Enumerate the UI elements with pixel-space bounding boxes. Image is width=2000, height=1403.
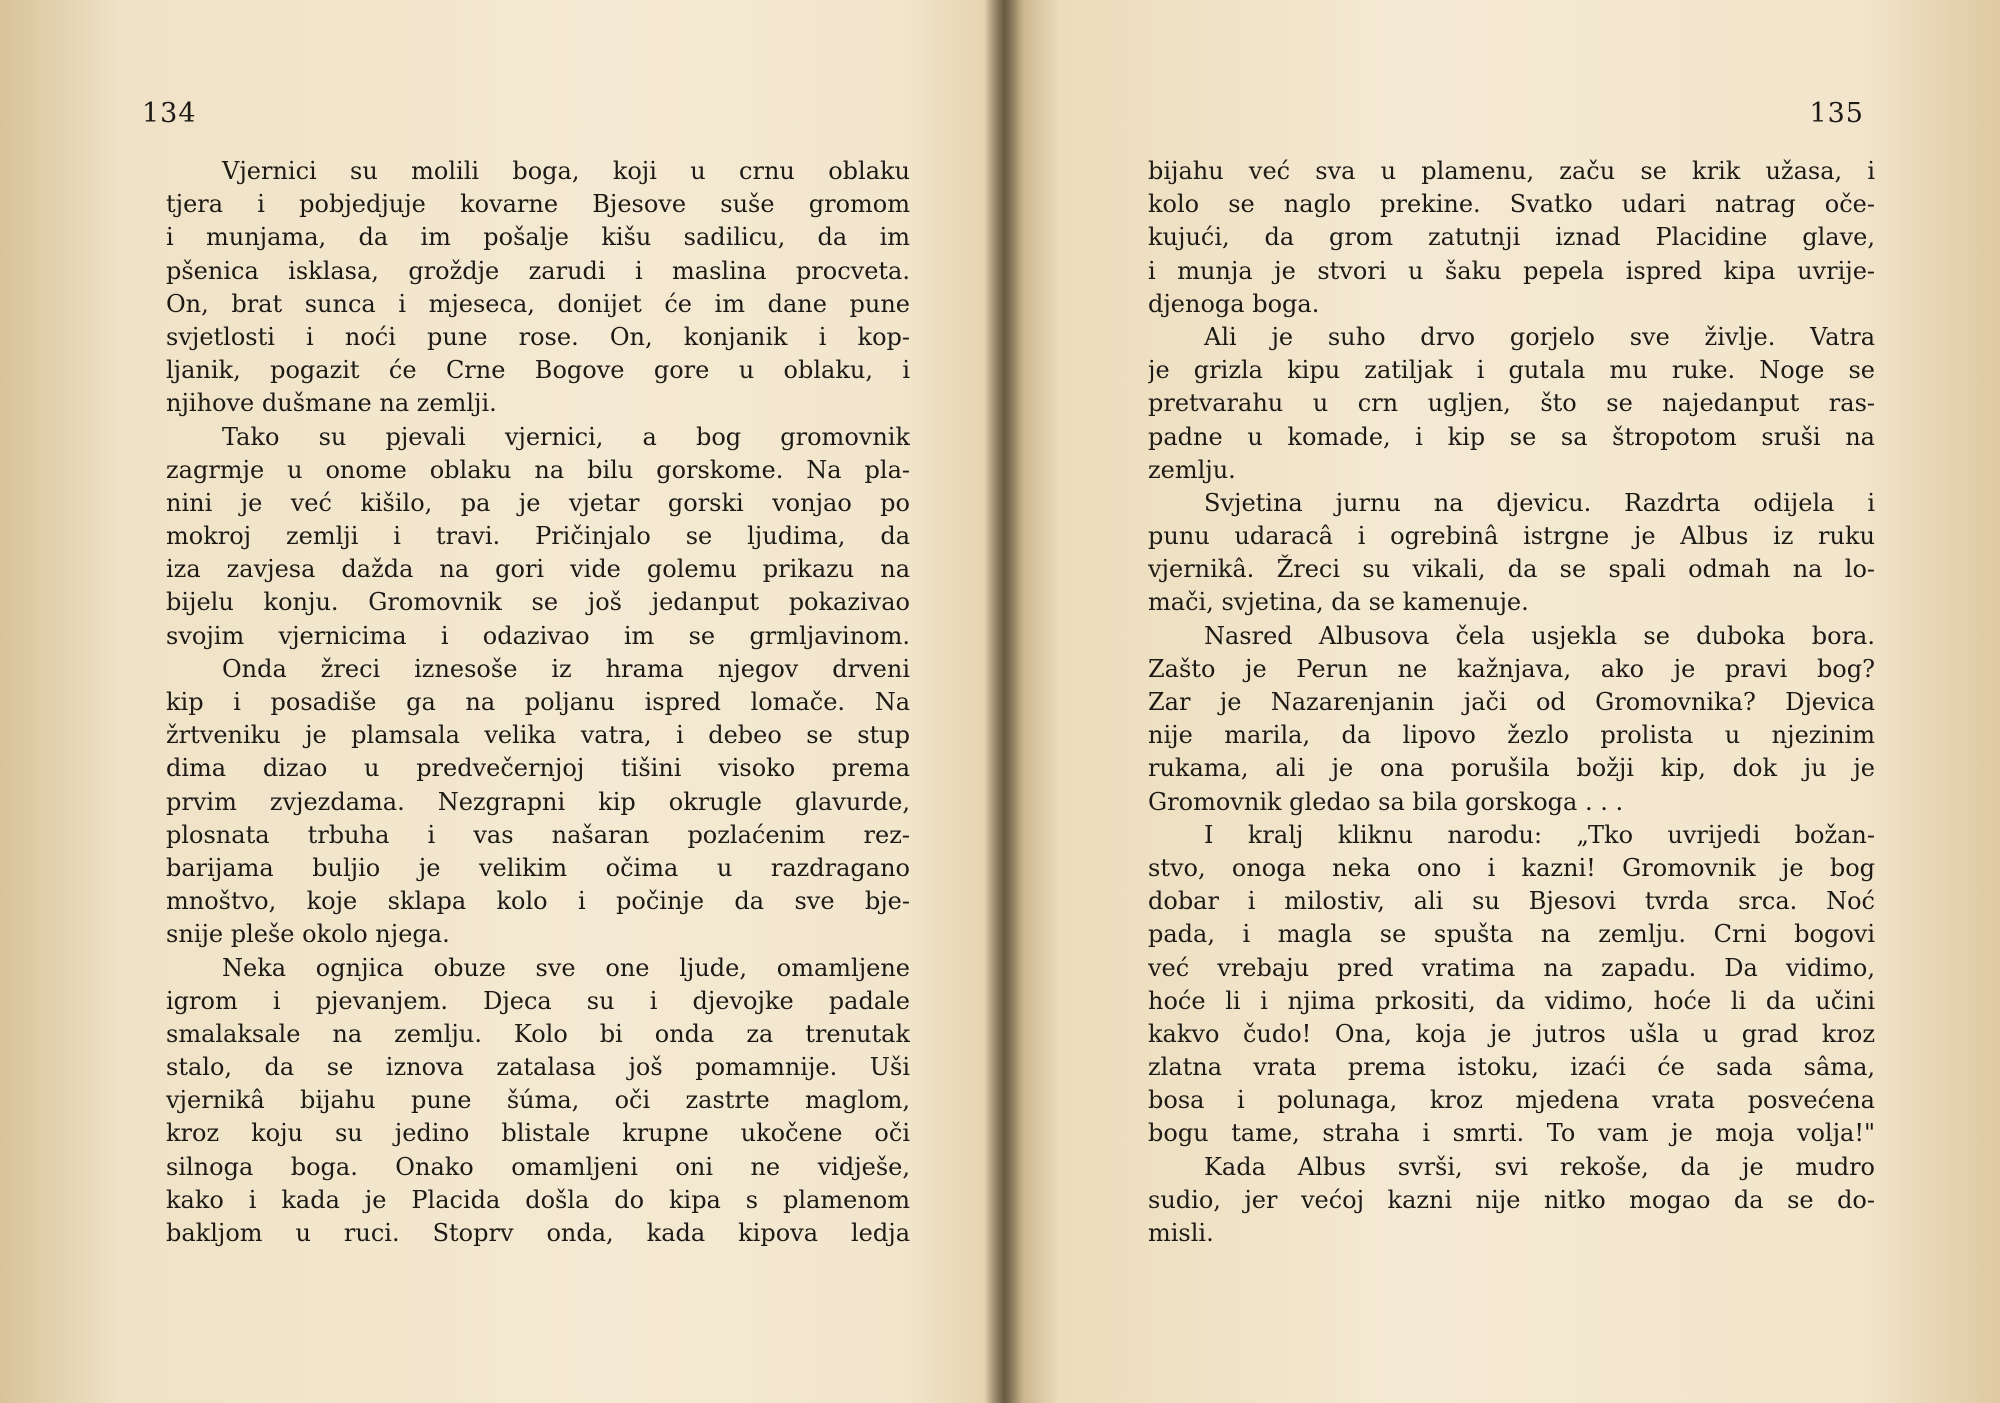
text-line: kroz koju su jedino blistale krupne ukočene oči (166, 1119, 910, 1148)
text-line: tjera i pobjedjuje kovarne Bjesove suše gromom (166, 190, 910, 219)
text-line: Kada Albus svrši, svi rekoše, da je mudro (1204, 1152, 1875, 1181)
text-line: vjernikâ bijahu pune šúma, oči zastrte maglom, (166, 1086, 910, 1115)
text-line: bakljom u ruci. Stoprv onda, kada kipova ledja (166, 1219, 910, 1247)
text-line: već vrebaju pred vratima na zapadu. Da vidimo, (1148, 953, 1875, 982)
text-line: Vjernici su molili boga, koji u crnu oblaku (222, 157, 910, 185)
text-line: smalaksale na zemlju. Kolo bi onda za trenutak (166, 1019, 910, 1048)
right-page (1010, 0, 2000, 1403)
text-line: žrtveniku je plamsala velika vatra, i debeo se stup (166, 721, 910, 750)
text-line: ljanik, pogazit će Crne Bogove gore u oblaku, i (166, 356, 910, 385)
text-line: rukama, ali je ona porušila božji kip, dok ju je (1148, 754, 1875, 783)
text-line: Onda žreci iznesoše iz hrama njegov drveni (222, 654, 910, 683)
text-line: svjetlosti i noći pune rose. On, konjanik i kop- (166, 322, 910, 351)
text-line: mnoštvo, koje sklapa kolo i počinje da sve bje- (166, 887, 910, 916)
text-line: zagrmje u onome oblaku na bilu gorskome. Na pla- (166, 455, 910, 484)
text-line: padne u komade, i kip se sa štropotom sruši na (1148, 422, 1875, 451)
text-line: kip i posadiše ga na poljanu ispred lomače. Na (166, 688, 910, 716)
text-line: snije pleše okolo njega. (166, 920, 450, 949)
text-line: i munjama, da im pošalje kišu sadilicu, da im (166, 223, 910, 252)
text-line: stvo, onoga neka ono i kazni! Gromovnik je bog (1148, 853, 1875, 882)
text-line: mokroj zemlji i travi. Pričinjalo se ljudima, da (166, 522, 910, 551)
text-line: svojim vjernicima i odazivao im se grmljavinom. (166, 621, 910, 650)
text-line: Svjetina jurnu na djevicu. Razdrta odijela i (1204, 488, 1875, 517)
text-line: plosnata trbuha i vas našaran pozlaćenim rez- (166, 820, 910, 849)
text-line: kolo se naglo prekine. Svatko udari natrag oče- (1148, 190, 1875, 219)
page-number-right: 135 (1809, 98, 1864, 129)
text-line: barijama buljio je velikim očima u razdragano (166, 853, 910, 882)
text-line: pada, i magla se spušta na zemlju. Crni bogovi (1148, 920, 1875, 949)
text-line: kako i kada je Placida došla do kipa s plamenom (166, 1185, 910, 1214)
text-line: i munja je stvori u šaku pepela ispred kipa uvrije- (1148, 256, 1875, 285)
text-line: pšenica isklasa, groždje zarudi i maslina procveta. (166, 256, 910, 285)
text-line: kujući, da grom zatutnji iznad Placidine glave, (1148, 223, 1875, 252)
text-line: sudio, jer većoj kazni nije nitko mogao da se do- (1148, 1185, 1875, 1214)
text-line: nije marila, da lipovo žezlo prolista u njezinim (1148, 721, 1875, 750)
text-line: igrom i pjevanjem. Djeca su i djevojke padale (166, 986, 910, 1015)
text-line: pretvarahu u crn ugljen, što se najedanput ras- (1148, 389, 1875, 418)
text-line: Neka ognjica obuze sve one ljude, omamljene (222, 953, 910, 982)
text-line: I kralj kliknu narodu: „Tko uvrijedi božan- (1204, 820, 1875, 849)
text-line: dima dizao u predvečernjoj tišini visoko prema (166, 754, 910, 783)
text-line: bijahu već sva u plamenu, začu se krik užasa, i (1148, 157, 1875, 185)
text-line: vjernikâ. Žreci su vikali, da se spali odmah na lo- (1148, 555, 1875, 584)
text-line: bijelu konju. Gromovnik se još jedanput pokazivao (166, 588, 910, 617)
text-line: misli. (1148, 1219, 1214, 1247)
text-line: hoće li i njima prkositi, da vidimo, hoće li da učini (1148, 986, 1875, 1015)
text-line: iza zavjesa dažda na gori vide golemu prikazu na (166, 555, 910, 584)
text-line: silnoga boga. Onako omamljeni oni ne vidješe, (166, 1152, 910, 1181)
text-line: zemlju. (1148, 455, 1236, 484)
text-line: punu udaracâ i ogrebinâ istrgne je Albus iz ruku (1148, 522, 1875, 551)
text-line: bogu tame, straha i smrti. To vam je moja volja!" (1148, 1119, 1875, 1148)
text-line: njihove dušmane na zemlji. (166, 389, 497, 418)
text-line: Ali je suho drvo gorjelo sve življe. Vatra (1204, 322, 1875, 351)
text-line: prvim zvjezdama. Nezgrapni kip okrugle glavurde, (166, 787, 910, 816)
text-line: djenoga boga. (1148, 289, 1320, 318)
text-line: Tako su pjevali vjernici, a bog gromovnik (222, 422, 910, 451)
text-line: Gromovnik gledao sa bila gorskoga . . . (1148, 787, 1624, 816)
text-line: Nasred Albusova čela usjekla se duboka bora. (1204, 621, 1875, 650)
text-line: je grizla kipu zatiljak i gutala mu ruke. Noge se (1148, 356, 1875, 385)
right-page-text (1148, 155, 1875, 1250)
text-line: dobar i milostiv, ali su Bjesovi tvrda srca. Noć (1148, 887, 1875, 916)
page-number-left: 134 (142, 98, 197, 129)
text-line: bosa i polunaga, kroz mjedena vrata posvećena (1148, 1086, 1875, 1115)
text-line: nini je već kišilo, pa je vjetar gorski vonjao po (166, 488, 910, 517)
left-page-text (166, 155, 910, 1250)
text-line: On, brat sunca i mjeseca, donijet će im dane pune (166, 289, 910, 318)
text-line: stalo, da se iznova zatalasa još pomamnije. Uši (166, 1053, 910, 1082)
text-line: zlatna vrata prema istoku, izaći će sada sâma, (1148, 1053, 1875, 1082)
text-line: Zar je Nazarenjanin jači od Gromovnika? Djevica (1148, 688, 1875, 716)
text-line: Zašto je Perun ne kažnjava, ako je pravi bog? (1148, 654, 1875, 683)
text-line: kakvo čudo! Ona, koja je jutros ušla u grad kroz (1148, 1019, 1875, 1048)
text-line: mači, svjetina, da se kamenuje. (1148, 588, 1529, 617)
